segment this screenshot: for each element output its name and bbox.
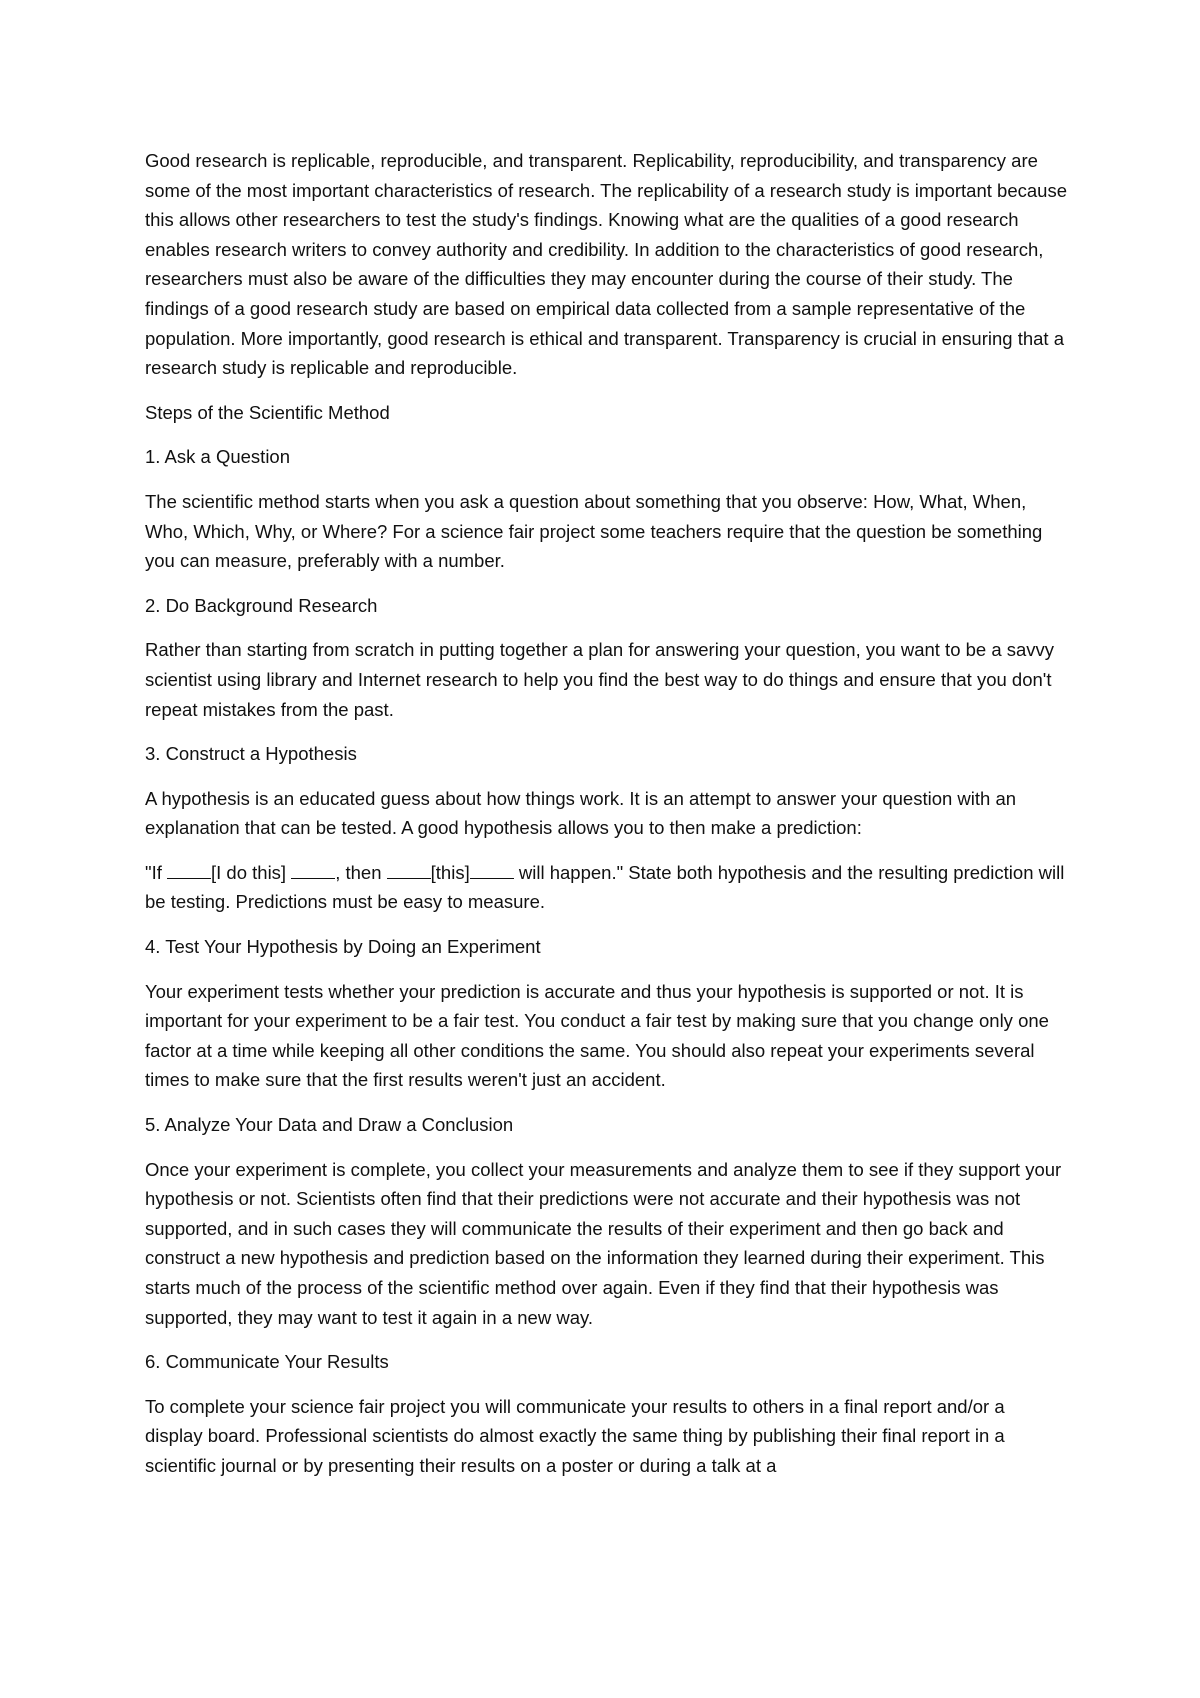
step5-heading: 5. Analyze Your Data and Draw a Conclusion <box>145 1114 514 1136</box>
step1-body: The scientific method starts when you ask a question about something that you observe: How, What, When, Who, Which, Why, or Where? For a science fair project some teachers require that the question be something you can measure, preferably with a number. <box>145 490 1043 572</box>
step5-body: Once your experiment is complete, you collect your measurements and analyze them to see if they support your hypothesis or not. Scientists often find that their predictions were not accurate and their hypothesis was not supported, and in such cases they will communicate the results of their experiment and then go back and construct a new hypothesis and prediction based on the information they learned during their experiment. This starts much of the process of the scientific method over again. Even if they find that their hypothesis was supported, they may want to test it again in a new way. <box>145 1158 1062 1328</box>
template-part2: , then <box>335 861 387 883</box>
blank-line <box>387 877 431 879</box>
hypothesis-template <box>145 858 1067 917</box>
step4-body: Your experiment tests whether your prediction is accurate and thus your hypothesis is supported or not. It is important for your experiment to be a fair test. You conduct a fair test by making sure that you change only one factor at a time while keeping all other conditions the same. You should also repeat your experiments several times to make sure that the first results weren't just an accident. <box>145 980 1049 1091</box>
step4-heading: 4. Test Your Hypothesis by Doing an Experiment <box>145 936 541 958</box>
step3-body: A hypothesis is an educated guess about how things work. It is an attempt to answer your question with an explanation that can be tested. A good hypothesis allows you to then make a prediction: <box>145 787 1017 839</box>
intro-paragraph: Good research is replicable, reproducible, and transparent. Replicability, reproducibility, and transparency are some of the most important characteristics of research. The replicability of a research study is important because this allows other researchers to test the study's findings. Knowing what are the qualities of a good research enables research writers to convey authority and credibility. In addition to the characteristics of good research, researchers must also be aware of the difficulties they may encounter during the course of their study. The findings of a good research study are based on empirical data collected from a sample representative of the population. More importantly, good research is ethical and transparent. Transparency is crucial in ensuring that a research study is replicable and reproducible. <box>145 150 1067 379</box>
template-part4: will happen." State both hypothesis and the resulting prediction will be testing. Predictions must be easy to measure. <box>145 861 1065 913</box>
blank-line <box>291 877 335 879</box>
blank-line <box>470 877 514 879</box>
document-page <box>145 146 1067 1496</box>
step2-body: Rather than starting from scratch in putting together a plan for answering your question, you want to be a savvy scientist using library and Internet research to help you find the best way to do things and ensure that you don't repeat mistakes from the past. <box>145 639 1055 720</box>
steps-heading: Steps of the Scientific Method <box>145 401 390 423</box>
template-part3: [this] <box>430 861 470 883</box>
step1-heading: 1. Ask a Question <box>145 446 291 468</box>
step2-heading: 2. Do Background Research <box>145 594 378 616</box>
step6-body: To complete your science fair project you will communicate your results to others in a final report and/or a display board. Professional scientists do almost exactly the same thing by publishing their final report in a scientific journal or by presenting their results on a poster or during a talk at a <box>145 1395 1005 1476</box>
step3-heading: 3. Construct a Hypothesis <box>145 743 357 765</box>
step6-heading: 6. Communicate Your Results <box>145 1351 389 1373</box>
template-part1: [I do this] <box>211 861 292 883</box>
blank-line <box>167 877 211 879</box>
template-quote-open: "If <box>145 861 167 883</box>
